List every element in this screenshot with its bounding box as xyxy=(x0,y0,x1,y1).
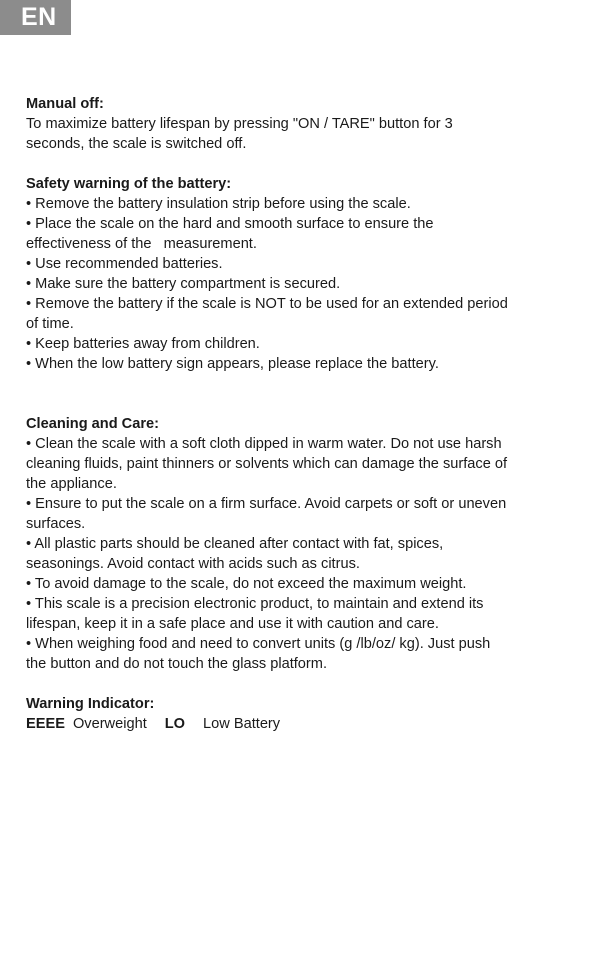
section-heading: Warning Indicator: xyxy=(26,696,155,712)
text-line: • All plastic parts should be cleaned after contact with fat, spices, xyxy=(26,536,444,552)
low-battery-label: Low Battery xyxy=(203,716,281,732)
overweight-label: Overweight xyxy=(72,716,147,732)
text-line: • This scale is a precision electronic product, to maintain and extend its xyxy=(26,596,484,612)
text-line: • Use recommended batteries. xyxy=(26,256,223,272)
text-line: • To avoid damage to the scale, do not exceed the maximum weight. xyxy=(26,576,467,592)
text-line: • When the low battery sign appears, please replace the battery. xyxy=(26,356,439,372)
text-line: cleaning fluids, paint thinners or solvents which can damage the surface of xyxy=(26,456,508,472)
low-battery-code: LO xyxy=(164,716,186,732)
text-line: of time. xyxy=(26,316,74,332)
section-warning-indicator xyxy=(26,694,586,734)
section-cleaning-care xyxy=(26,414,586,674)
text-line: the button and do not touch the glass platform. xyxy=(26,656,327,672)
overweight-code: EEEE xyxy=(26,716,65,732)
text-line: • Clean the scale with a soft cloth dipped in warm water. Do not use harsh xyxy=(26,436,502,452)
text-line: • Keep batteries away from children. xyxy=(26,336,260,352)
indicator-row xyxy=(26,714,586,734)
text-line: seasonings. Avoid contact with acids such as citrus. xyxy=(26,556,360,572)
text-line: lifespan, keep it in a safe place and use it with caution and care. xyxy=(26,616,439,632)
manual-content xyxy=(26,94,586,734)
text-line: • Remove the battery if the scale is NOT to be used for an extended period xyxy=(26,296,508,312)
text-line: surfaces. xyxy=(26,516,86,532)
language-tab: EN xyxy=(0,0,71,35)
text-line: the appliance. xyxy=(26,476,117,492)
text-line: • When weighing food and need to convert units (g /lb/oz/ kg). Just push xyxy=(26,636,491,652)
section-heading: Safety warning of the battery: xyxy=(26,176,232,192)
section-heading: Manual off: xyxy=(26,96,104,112)
section-heading: Cleaning and Care: xyxy=(26,416,159,432)
text-line: • Place the scale on the hard and smooth surface to ensure the xyxy=(26,216,434,232)
text-line: • Remove the battery insulation strip before using the scale. xyxy=(26,196,411,212)
section-safety-warning xyxy=(26,174,586,374)
text-line: • Ensure to put the scale on a firm surface. Avoid carpets or soft or uneven xyxy=(26,496,507,512)
text-line: seconds, the scale is switched off. xyxy=(26,136,247,152)
text-line: effectiveness of the measurement. xyxy=(26,236,257,252)
text-line: To maximize battery lifespan by pressing "ON / TARE" button for 3 xyxy=(26,116,453,132)
section-manual-off xyxy=(26,94,586,154)
text-line: • Make sure the battery compartment is secured. xyxy=(26,276,341,292)
